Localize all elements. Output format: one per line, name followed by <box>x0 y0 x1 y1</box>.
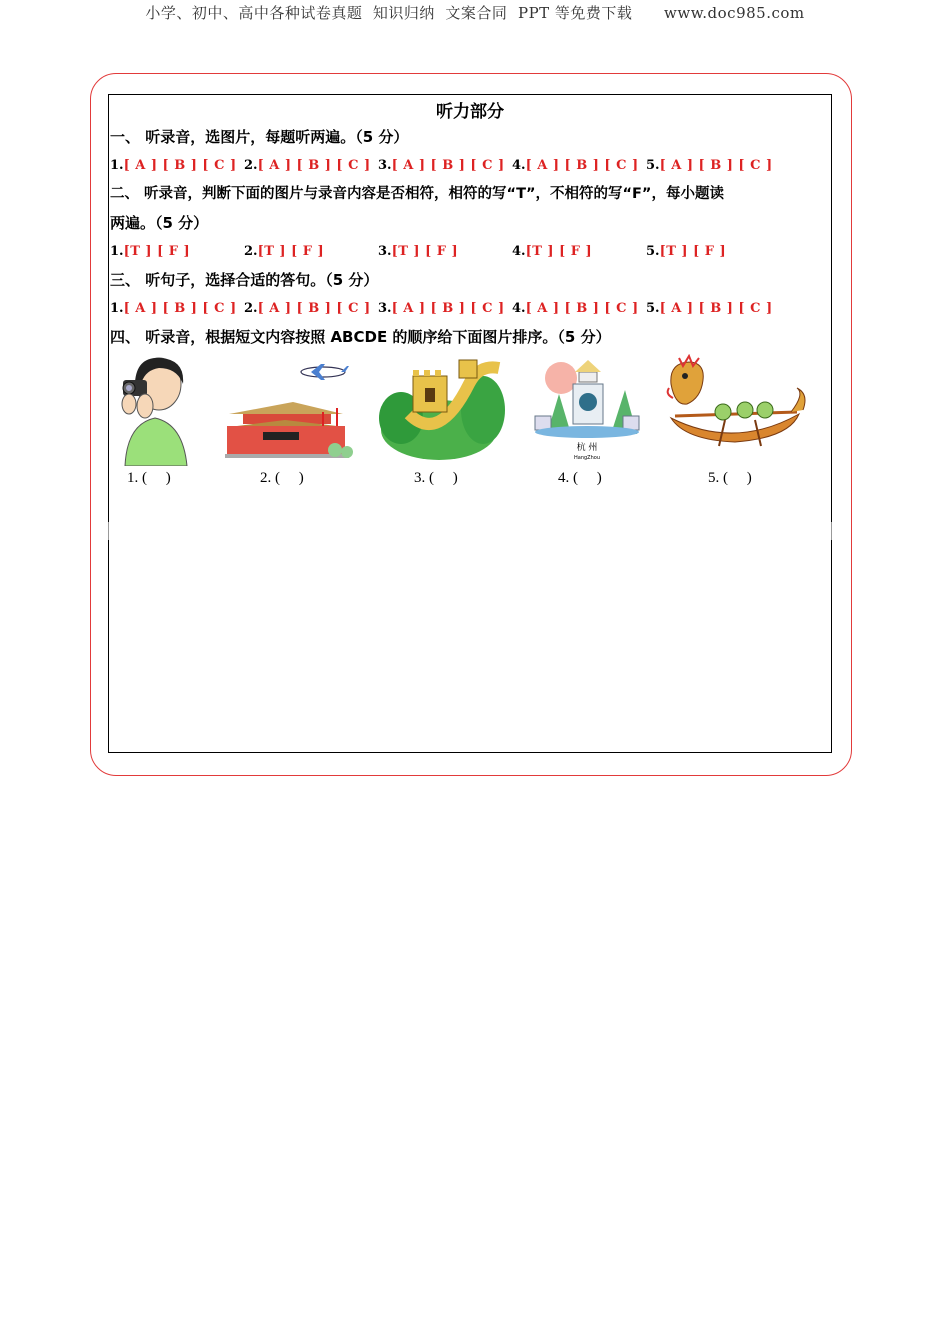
dragon-boat-icon <box>665 354 809 458</box>
part2-answer-5[interactable]: 5.[T ] [ F ] <box>646 244 727 259</box>
part4-pictures <box>109 354 831 504</box>
part3-heading: 三、 听句子，选择合适的答句。（5 分） <box>110 271 379 289</box>
part3-answer-4[interactable]: 4.[ A ] [ B ] [ C ] <box>512 301 639 316</box>
picture-3-label[interactable]: 3. ( ) <box>414 470 458 486</box>
great-wall-icon <box>379 354 509 464</box>
part2-answer-4[interactable]: 4.[T ] [ F ] <box>512 244 593 259</box>
part1-heading: 一、 听录音，选图片，每题听两遍。（5 分） <box>110 128 409 146</box>
part3-answer-2[interactable]: 2.[ A ] [ B ] [ C ] <box>244 301 371 316</box>
right-divider-tick <box>831 522 832 540</box>
part2-answer-1[interactable]: 1.[T ] [ F ] <box>110 244 191 259</box>
part1-answer-2[interactable]: 2.[ A ] [ B ] [ C ] <box>244 158 371 173</box>
picture-5-label[interactable]: 5. ( ) <box>708 470 752 486</box>
hangzhou-pagoda-icon <box>529 354 645 468</box>
part3-answer-5[interactable]: 5.[ A ] [ B ] [ C ] <box>646 301 773 316</box>
part1-answer-1[interactable]: 1.[ A ] [ B ] [ C ] <box>110 158 237 173</box>
part4-heading: 四、 听录音，根据短文内容按照 ABCDE 的顺序给下面图片排序。（5 分） <box>110 328 611 346</box>
part2-answer-row <box>109 238 831 266</box>
part1-answer-5[interactable]: 5.[ A ] [ B ] [ C ] <box>646 158 773 173</box>
part1-answer-3[interactable]: 3.[ A ] [ B ] [ C ] <box>378 158 505 173</box>
part3-answer-3[interactable]: 3.[ A ] [ B ] [ C ] <box>378 301 505 316</box>
picture-2-label[interactable]: 2. ( ) <box>260 470 304 486</box>
tiananmen-airplane-icon <box>223 354 359 470</box>
part2-heading-line2: 两遍。（5 分） <box>110 214 209 232</box>
picture-1-label[interactable]: 1. ( ) <box>127 470 171 486</box>
part2-answer-3[interactable]: 3.[T ] [ F ] <box>378 244 459 259</box>
part1-answer-row <box>109 152 831 180</box>
part1-answer-4[interactable]: 4.[ A ] [ B ] [ C ] <box>512 158 639 173</box>
boy-with-camera-icon <box>115 354 195 470</box>
hangzhou-caption: 杭 州 <box>576 443 598 453</box>
part2-answer-2[interactable]: 2.[T ] [ F ] <box>244 244 325 259</box>
part3-answer-1[interactable]: 1.[ A ] [ B ] [ C ] <box>110 301 237 316</box>
picture-4-label[interactable]: 4. ( ) <box>558 470 602 486</box>
part3-answer-row <box>109 295 831 323</box>
answer-sheet <box>108 94 832 753</box>
section-title: 听力部分 <box>436 102 504 122</box>
hangzhou-caption-en: HangZhou <box>574 455 600 461</box>
page-header: 小学、初中、高中各种试卷真题 知识归纳 文案合同 PPT 等免费下载 www.doc985.com <box>145 4 805 22</box>
part2-heading-line1: 二、 听录音，判断下面的图片与录音内容是否相符，相符的写“T”，不相符的写“F”，每小题读 <box>110 186 724 202</box>
left-divider-tick <box>108 522 109 540</box>
